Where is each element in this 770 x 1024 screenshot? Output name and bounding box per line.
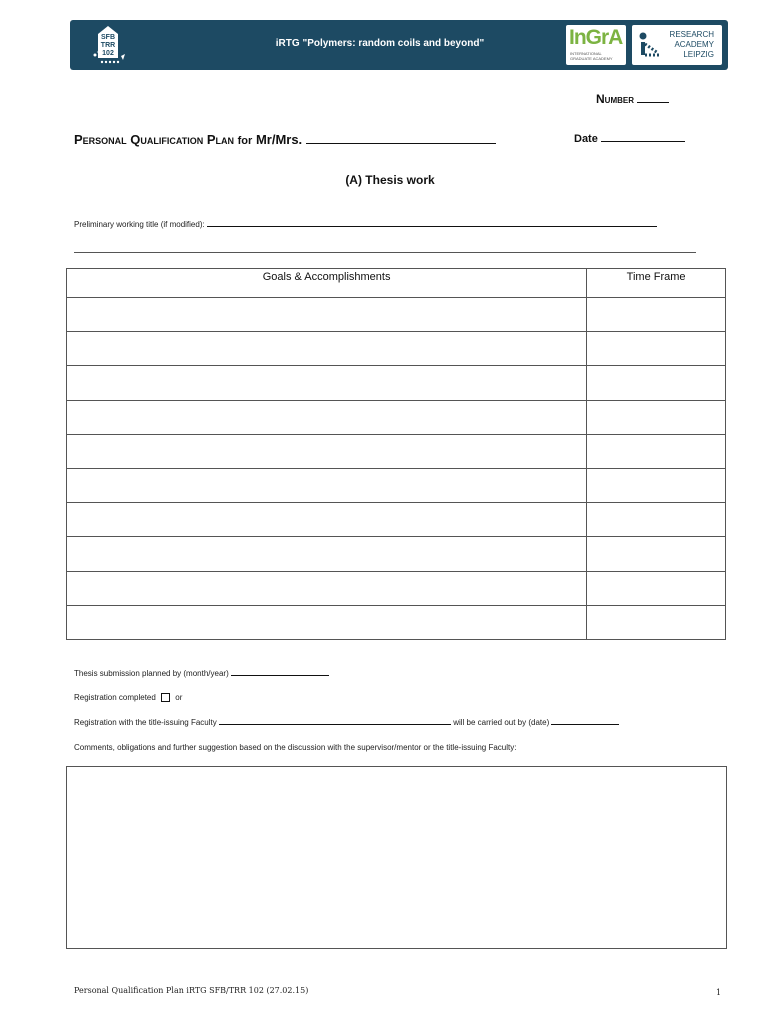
goal-cell[interactable] <box>67 537 587 571</box>
sfb-logo-line-3: 102 <box>102 50 114 57</box>
table-row <box>67 468 726 502</box>
time-frame-cell[interactable] <box>587 298 726 332</box>
for-label: for <box>237 135 253 147</box>
table-row <box>67 571 726 605</box>
time-frame-cell[interactable] <box>587 332 726 366</box>
research-academy-mark-icon <box>636 31 664 61</box>
name-blank[interactable] <box>306 143 496 144</box>
date-blank[interactable] <box>601 141 685 142</box>
working-title-label: Preliminary working title (if modified): <box>74 220 205 229</box>
ingra-logo <box>566 25 626 65</box>
ra-line-1: RESEARCH <box>669 30 714 39</box>
table-row <box>67 400 726 434</box>
number-field <box>596 92 669 106</box>
plan-label: Personal Qualification Plan <box>74 132 235 147</box>
submission-row <box>74 669 329 678</box>
page-number: 1 <box>716 988 722 997</box>
goal-cell[interactable] <box>67 468 587 502</box>
ingra-subtitle-line-2: GRADUATE ACADEMY <box>570 56 613 61</box>
goal-cell[interactable] <box>67 366 587 400</box>
banner-title: iRTG "Polymers: random coils and beyond" <box>275 38 485 49</box>
goals-header: Goals & Accomplishments <box>67 269 587 298</box>
ingra-logo-subtitle <box>570 51 613 61</box>
working-title-blank[interactable] <box>207 226 657 227</box>
table-row <box>67 503 726 537</box>
date-field <box>574 133 685 145</box>
time-frame-cell[interactable] <box>587 571 726 605</box>
registration-with-label: Registration with the title-issuing Faculty <box>74 718 217 727</box>
table-row <box>67 605 726 639</box>
ingra-subtitle-line-1: INTERNATIONAL <box>570 51 602 56</box>
goals-table-body <box>67 298 726 640</box>
or-label: or <box>175 693 183 702</box>
section-title: (A) Thesis work <box>345 173 435 187</box>
working-title-continuation-line[interactable] <box>74 252 696 253</box>
time-frame-cell[interactable] <box>587 366 726 400</box>
research-academy-text <box>664 30 714 60</box>
footer-text: Personal Qualification Plan iRTG SFB/TRR 102 (27.02.15) <box>74 986 309 995</box>
goal-cell[interactable] <box>67 571 587 605</box>
time-frame-cell[interactable] <box>587 605 726 639</box>
sfb-logo-line-1: SFB <box>101 34 115 41</box>
table-row <box>67 537 726 571</box>
goal-cell[interactable] <box>67 434 587 468</box>
time-frame-cell[interactable] <box>587 468 726 502</box>
goal-cell[interactable] <box>67 605 587 639</box>
mr-mrs-label: Mr/Mrs. <box>255 132 303 147</box>
number-label: Number <box>596 92 634 106</box>
ingra-logo-mark: InGrA <box>569 26 623 49</box>
plan-heading <box>74 132 496 147</box>
faculty-blank[interactable] <box>219 724 451 725</box>
submission-blank[interactable] <box>231 675 329 676</box>
research-academy-logo <box>632 25 722 65</box>
carried-out-label: will be carried out by (date) <box>453 718 550 727</box>
goals-table <box>66 268 726 640</box>
date-label: Date <box>574 133 598 145</box>
goal-cell[interactable] <box>67 298 587 332</box>
time-frame-header: Time Frame <box>587 269 726 298</box>
table-row <box>67 332 726 366</box>
goal-cell[interactable] <box>67 503 587 537</box>
goal-cell[interactable] <box>67 400 587 434</box>
ra-line-3: LEIPZIG <box>683 50 714 59</box>
sfb-logo-line-2: TRR <box>100 42 116 49</box>
registration-completed-checkbox[interactable] <box>161 693 170 702</box>
time-frame-cell[interactable] <box>587 400 726 434</box>
table-header-row <box>67 269 726 298</box>
sfb-trr-102-logo <box>90 24 126 66</box>
table-row <box>67 298 726 332</box>
header-banner <box>70 20 728 70</box>
time-frame-cell[interactable] <box>587 503 726 537</box>
goal-cell[interactable] <box>67 332 587 366</box>
working-title-row <box>74 220 657 229</box>
registration-with-row <box>74 718 619 727</box>
comments-label: Comments, obligations and further suggestion based on the discussion with the supervisor/mentor or the title-issuing Faculty: <box>74 743 517 752</box>
time-frame-cell[interactable] <box>587 434 726 468</box>
submission-label: Thesis submission planned by (month/year) <box>74 669 229 678</box>
registration-completed-row <box>74 693 182 702</box>
table-row <box>67 434 726 468</box>
number-blank[interactable] <box>637 102 669 103</box>
carried-out-date-blank[interactable] <box>551 724 619 725</box>
comments-box[interactable] <box>66 766 727 949</box>
registration-completed-label: Registration completed <box>74 693 156 702</box>
ra-line-2: ACADEMY <box>674 40 714 49</box>
time-frame-cell[interactable] <box>587 537 726 571</box>
table-row <box>67 366 726 400</box>
